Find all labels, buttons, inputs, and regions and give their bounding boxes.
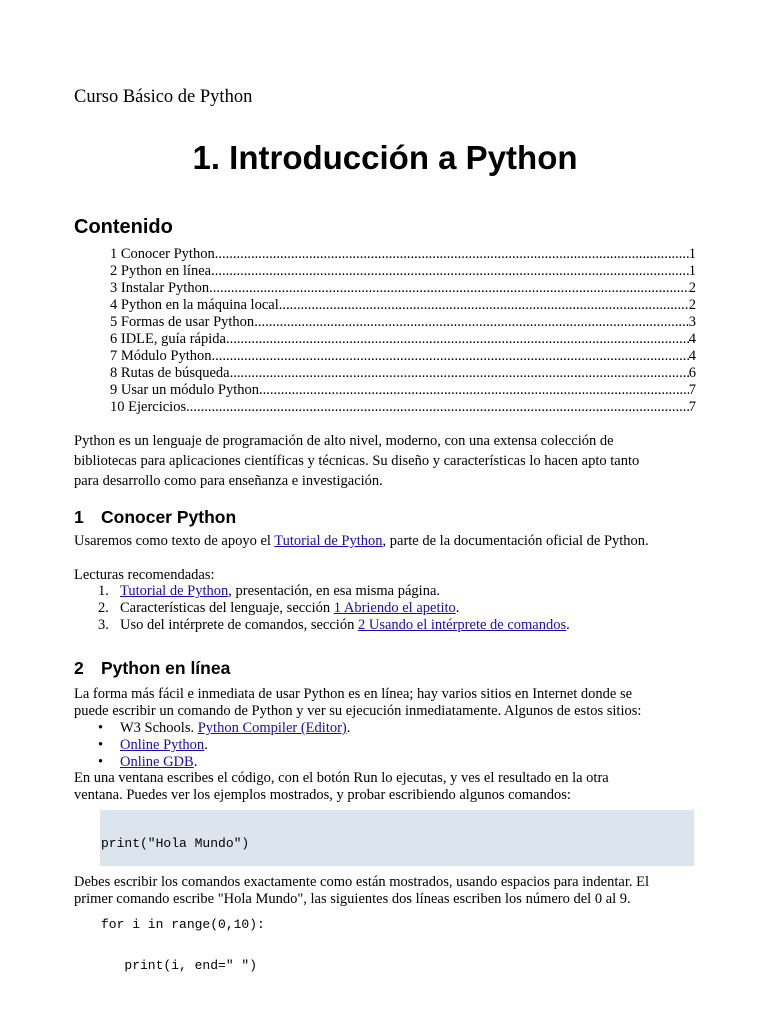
- site-link[interactable]: Online GDB: [120, 754, 194, 770]
- code-line: print("Hola Mundo"): [101, 836, 250, 851]
- section-title: Python en línea: [101, 658, 231, 678]
- toc-entry-label[interactable]: 10 Ejercicios: [110, 399, 187, 415]
- toc-entry[interactable]: [110, 263, 696, 280]
- toc-leader: [279, 297, 689, 314]
- toc-leader: [209, 280, 689, 297]
- list-item: • W3 Schools. Python Compiler (Editor).: [98, 720, 351, 736]
- toc-entry-label[interactable]: 5 Formas de usar Python: [110, 314, 255, 330]
- toc-entry[interactable]: [110, 280, 696, 297]
- reading-link[interactable]: 1 Abriendo el apetito: [333, 600, 456, 616]
- site-link[interactable]: Online Python: [120, 737, 205, 753]
- table-of-contents: [110, 246, 696, 416]
- toc-entry[interactable]: [110, 297, 696, 314]
- intro-line: para desarrollo como para enseñanza e investigación.: [74, 473, 383, 489]
- bullet-icon: •: [98, 737, 104, 753]
- sites-list: [98, 720, 350, 771]
- toc-entry-page: 3: [688, 314, 696, 330]
- toc-leader: [215, 246, 689, 263]
- contents-heading: Contenido: [74, 216, 173, 238]
- toc-entry-label[interactable]: 1 Conocer Python: [110, 246, 215, 262]
- toc-entry-page: 2: [688, 280, 696, 296]
- reading-link[interactable]: 2 Usando el intérprete de comandos: [357, 617, 567, 633]
- bullet-icon: •: [98, 754, 104, 770]
- reading-link[interactable]: Tutorial de Python: [120, 583, 229, 599]
- toc-entry-label[interactable]: 6 IDLE, guía rápida: [110, 331, 226, 347]
- toc-entry-label[interactable]: 2 Python en línea: [110, 263, 212, 279]
- section-number: 1: [74, 507, 84, 527]
- toc-entry-label[interactable]: 8 Rutas de búsqueda: [110, 365, 230, 381]
- toc-entry[interactable]: [110, 246, 696, 263]
- toc-leader: [212, 348, 689, 365]
- toc-entry[interactable]: [110, 314, 696, 331]
- toc-entry[interactable]: [110, 331, 696, 348]
- section-2-paragraph: En una ventana escribes el código, con el botón Run lo ejecutas, y ves el resultado en la otra ventana. Puedes ver los ejemplos mostrados, y probar escribiendo algunos comandos:: [74, 770, 609, 803]
- intro-line: Python es un lenguaje de programación de alto nivel, moderno, con una extensa colección de: [74, 433, 614, 449]
- toc-leader: [230, 365, 689, 382]
- toc-entry[interactable]: [110, 348, 696, 365]
- section-1-paragraph: Usaremos como texto de apoyo el Tutorial de Python, parte de la documentación oficial de Python.: [74, 533, 649, 549]
- section-2-paragraph: La forma más fácil e inmediata de usar Python es en línea; hay varios sitios en Internet donde se puede escribir un comando de Python y ver su ejecución inmediatamente. Algunos de estos sitios:: [74, 686, 642, 719]
- toc-entry-page: 1: [688, 246, 696, 262]
- toc-entry[interactable]: [110, 382, 696, 399]
- readings-label: Lecturas recomendadas:: [74, 567, 215, 583]
- section-title: Conocer Python: [101, 507, 237, 527]
- toc-entry[interactable]: [110, 399, 696, 416]
- list-item: 1. Tutorial de Python, presentación, en esa misma página.: [98, 583, 441, 599]
- list-item: • Online GDB.: [98, 754, 198, 770]
- code-line: print(i, end=" "): [101, 957, 258, 973]
- toc-leader: [226, 331, 689, 348]
- list-item: • Online Python.: [98, 737, 208, 753]
- list-item: 2. Características del lenguaje, sección 1 Abriendo el apetito.: [98, 600, 460, 616]
- list-item: 3. Uso del intérprete de comandos, sección 2 Usando el intérprete de comandos.: [98, 617, 570, 633]
- toc-entry-label[interactable]: 4 Python en la máquina local: [110, 297, 279, 313]
- site-link[interactable]: Python Compiler (Editor): [197, 720, 347, 736]
- toc-entry-page: 7: [688, 399, 696, 415]
- course-header: Curso Básico de Python: [74, 87, 253, 107]
- toc-leader: [211, 263, 689, 280]
- toc-entry-page: 7: [688, 382, 696, 398]
- toc-leader: [186, 399, 689, 416]
- toc-entry-page: 2: [688, 297, 696, 313]
- section-2-heading: [74, 658, 230, 679]
- toc-entry-page: 4: [688, 348, 696, 364]
- intro-line: bibliotecas para aplicaciones científicas y técnicas. Su diseño y características lo hacen apto tanto: [74, 453, 640, 469]
- intro-paragraph: [74, 431, 696, 491]
- bullet-icon: •: [98, 720, 104, 736]
- page-title: 1. Introducción a Python: [192, 139, 578, 176]
- toc-leader: [259, 382, 689, 399]
- tutorial-python-link[interactable]: Tutorial de Python: [274, 533, 383, 549]
- toc-entry-page: 4: [688, 331, 696, 347]
- section-2-paragraph: Debes escribir los comandos exactamente como están mostrados, usando espacios para indentar. El primer comando escribe "Hola Mundo", las siguientes dos líneas escriben los número del 0 al 9.: [74, 874, 649, 907]
- toc-leader: [254, 314, 689, 331]
- toc-entry-label[interactable]: 3 Instalar Python: [110, 280, 210, 296]
- code-line: for i in range(0,10):: [101, 917, 265, 932]
- toc-entry-page: 6: [688, 365, 696, 381]
- readings-list: [98, 583, 570, 634]
- section-number: 2: [74, 658, 84, 678]
- toc-entry-label[interactable]: 9 Usar un módulo Python: [110, 382, 260, 398]
- section-1-heading: [74, 507, 236, 528]
- toc-entry-page: 1: [688, 263, 696, 279]
- toc-entry-label[interactable]: 7 Módulo Python: [110, 348, 212, 364]
- toc-entry[interactable]: [110, 365, 696, 382]
